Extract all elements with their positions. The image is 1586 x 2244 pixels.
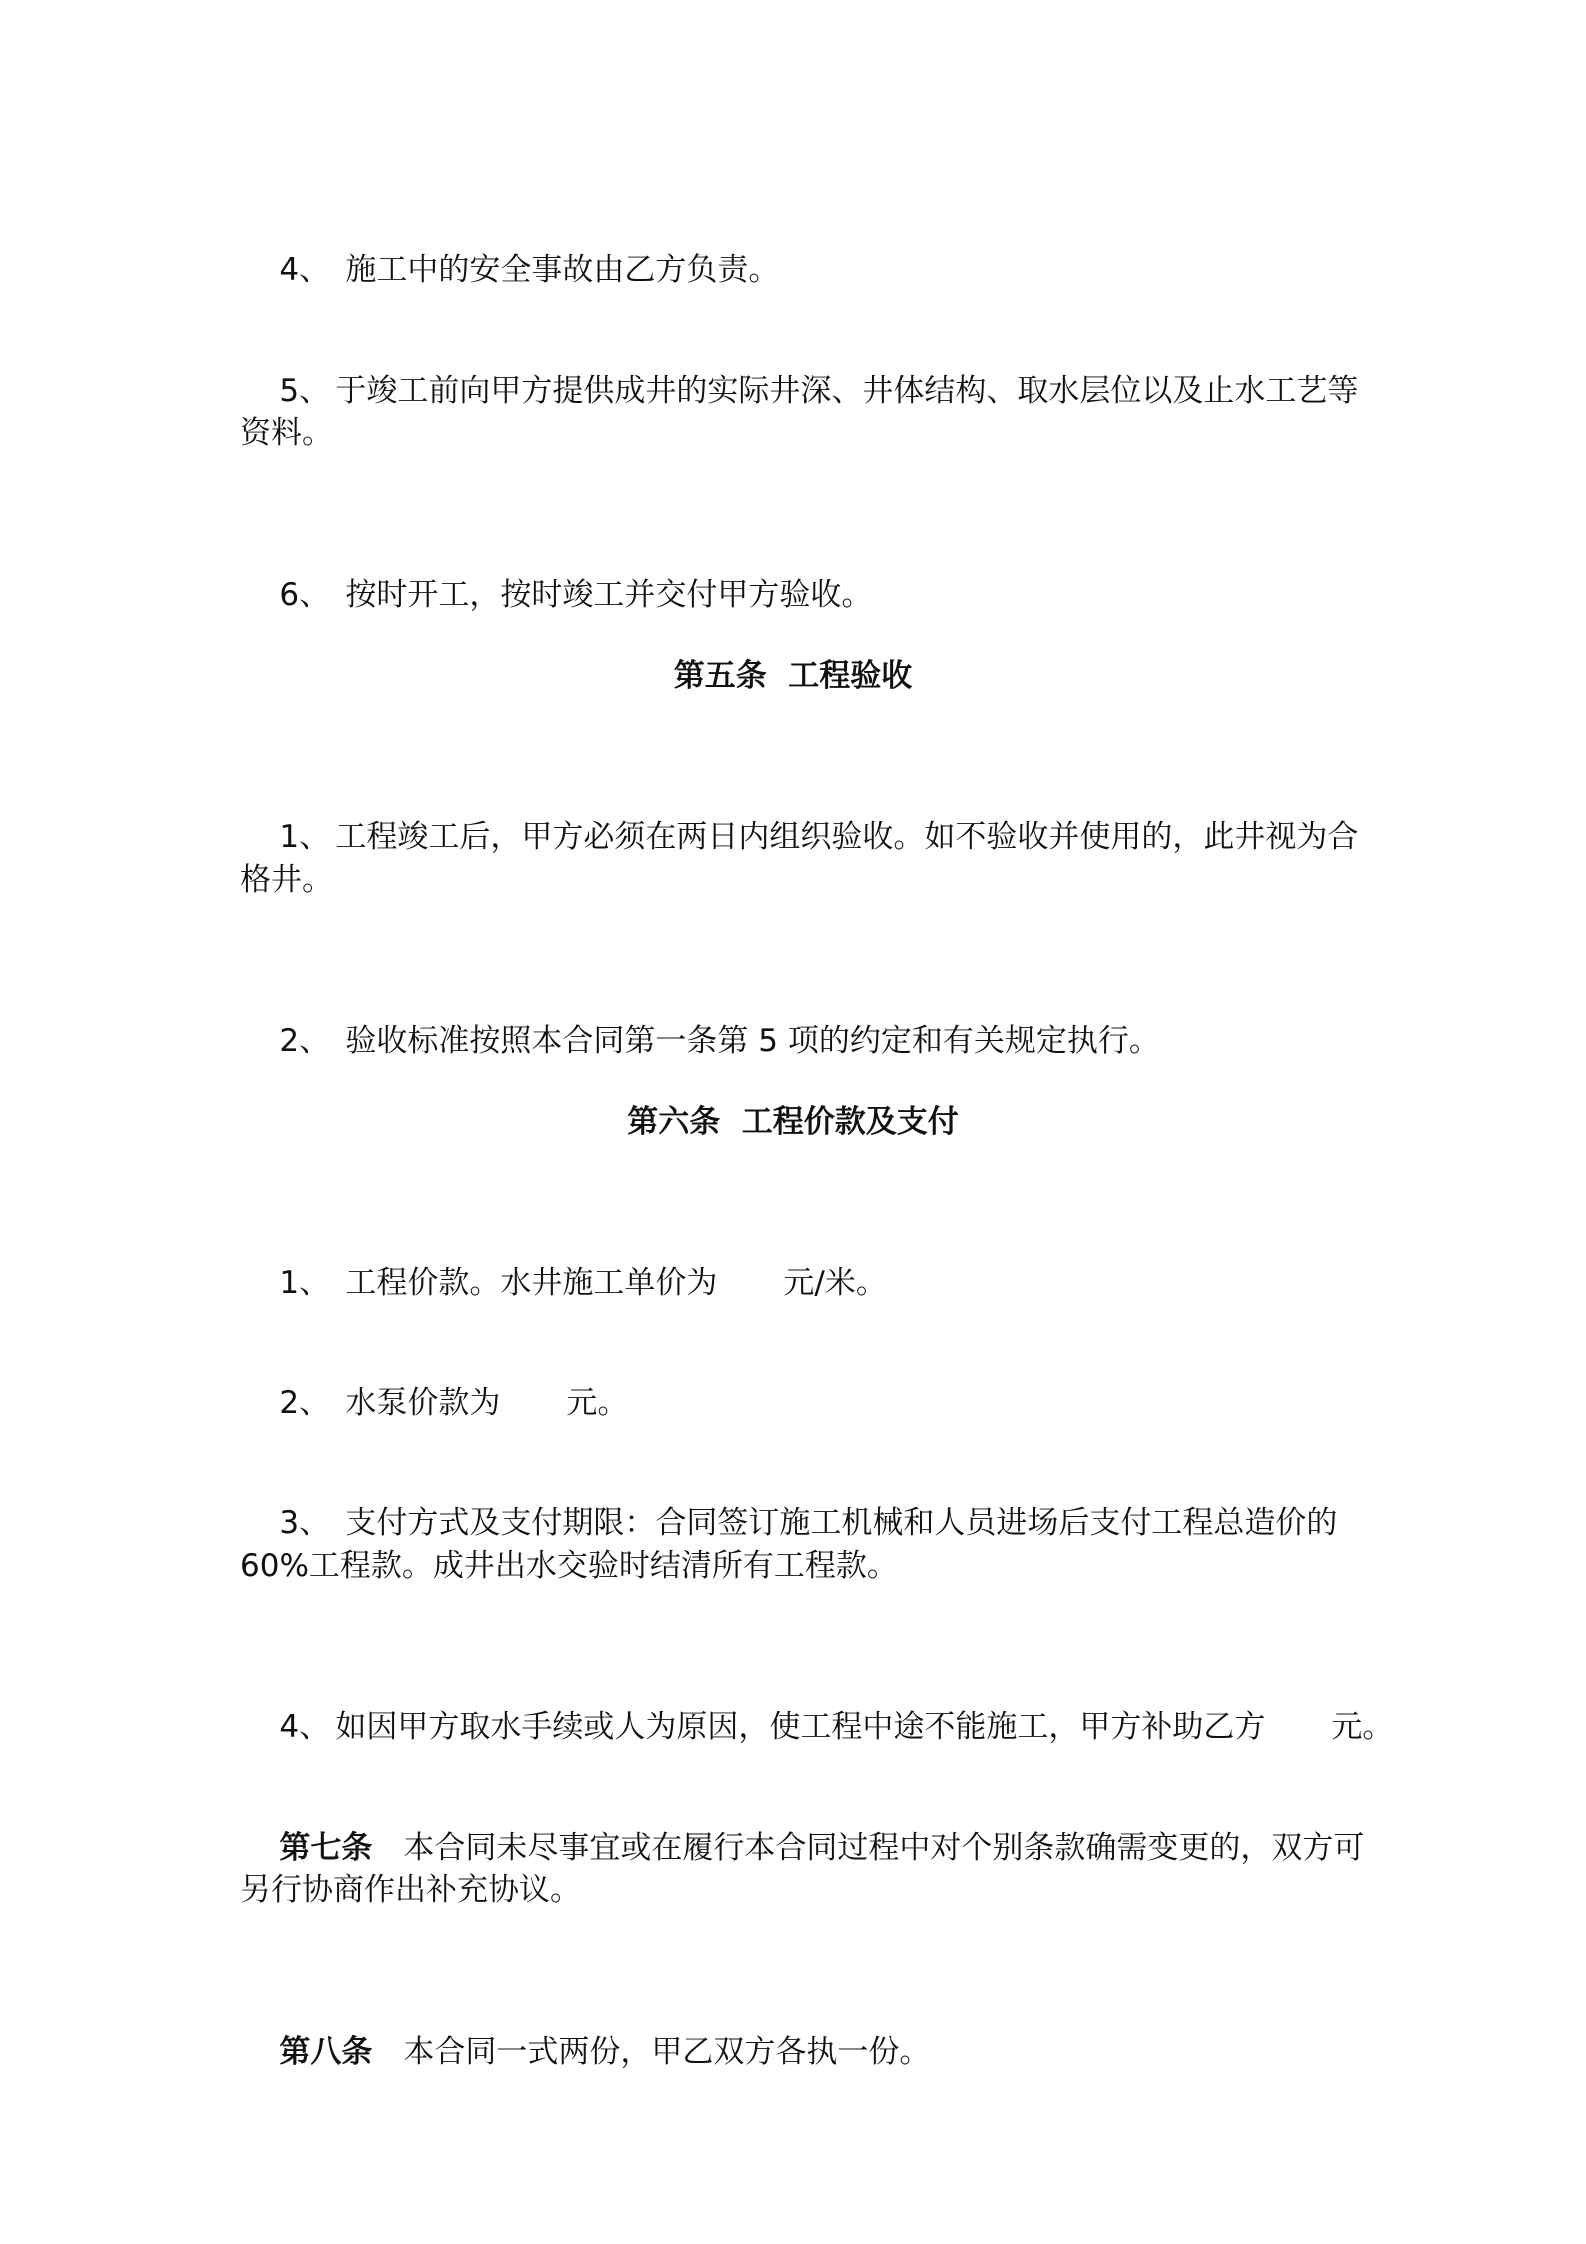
article-8-text: 本合同一式两份，甲乙双方各执一份。	[403, 2034, 931, 2070]
item-text: 如因甲方取水手续或人为原因，使工程中途不能施工，甲方补助乙方	[335, 1709, 1266, 1745]
item-number: 2、	[279, 1023, 331, 1059]
item-text: 工程价款。水井施工单价为	[345, 1265, 718, 1301]
list-item-continuation: 格井。	[240, 862, 333, 898]
list-item	[240, 210, 779, 330]
item-number: 5、	[279, 373, 331, 409]
item-text: 水泵价款为	[345, 1385, 501, 1421]
list-item	[240, 1667, 1393, 1787]
article-7-text: 本合同未尽事宜或在履行本合同过程中对个别条款确需变更的，双方可	[403, 1830, 1365, 1866]
item-text-unit: 元/米。	[783, 1265, 887, 1301]
item-text-unit: 元。	[566, 1385, 629, 1421]
item-number: 1、	[279, 819, 331, 855]
article-8-label: 第八条	[279, 2034, 373, 2070]
list-item	[240, 1223, 887, 1343]
list-item	[240, 535, 872, 655]
item-text-unit: 元。	[1331, 1709, 1394, 1745]
item-text: 验收标准按照本合同第一条第 5 项的约定和有关规定执行。	[345, 1023, 1160, 1059]
list-item-continuation: 60%工程款。成井出水交验时结清所有工程款。	[240, 1548, 898, 1584]
article-5-heading: 第五条 工程验收	[673, 658, 913, 694]
article-7-continuation: 另行协商作出补充协议。	[240, 1872, 581, 1908]
item-text: 按时开工，按时竣工并交付甲方验收。	[345, 577, 873, 613]
item-text: 于竣工前向甲方提供成井的实际井深、井体结构、取水层位以及止水工艺等	[335, 373, 1359, 409]
list-item	[240, 981, 1160, 1101]
article-6-heading: 第六条 工程价款及支付	[627, 1104, 959, 1140]
item-number: 1、	[279, 1265, 331, 1301]
list-item-continuation: 资料。	[240, 415, 333, 451]
item-number: 4、	[279, 252, 331, 288]
item-number: 2、	[279, 1385, 331, 1421]
item-number: 3、	[279, 1505, 331, 1541]
item-text: 工程竣工后，甲方必须在两日内组织验收。如不验收并使用的，此井视为合	[335, 819, 1359, 855]
item-number: 4、	[279, 1709, 331, 1745]
list-item	[240, 331, 1358, 451]
item-text: 施工中的安全事故由乙方负责。	[345, 252, 780, 288]
item-text: 支付方式及支付期限：合同签订施工机械和人员进场后支付工程总造价的	[345, 1505, 1338, 1541]
article-7-label: 第七条	[279, 1830, 373, 1866]
list-item	[240, 1343, 628, 1463]
article-8	[240, 1992, 930, 2112]
item-number: 6、	[279, 577, 331, 613]
list-item	[240, 777, 1358, 897]
